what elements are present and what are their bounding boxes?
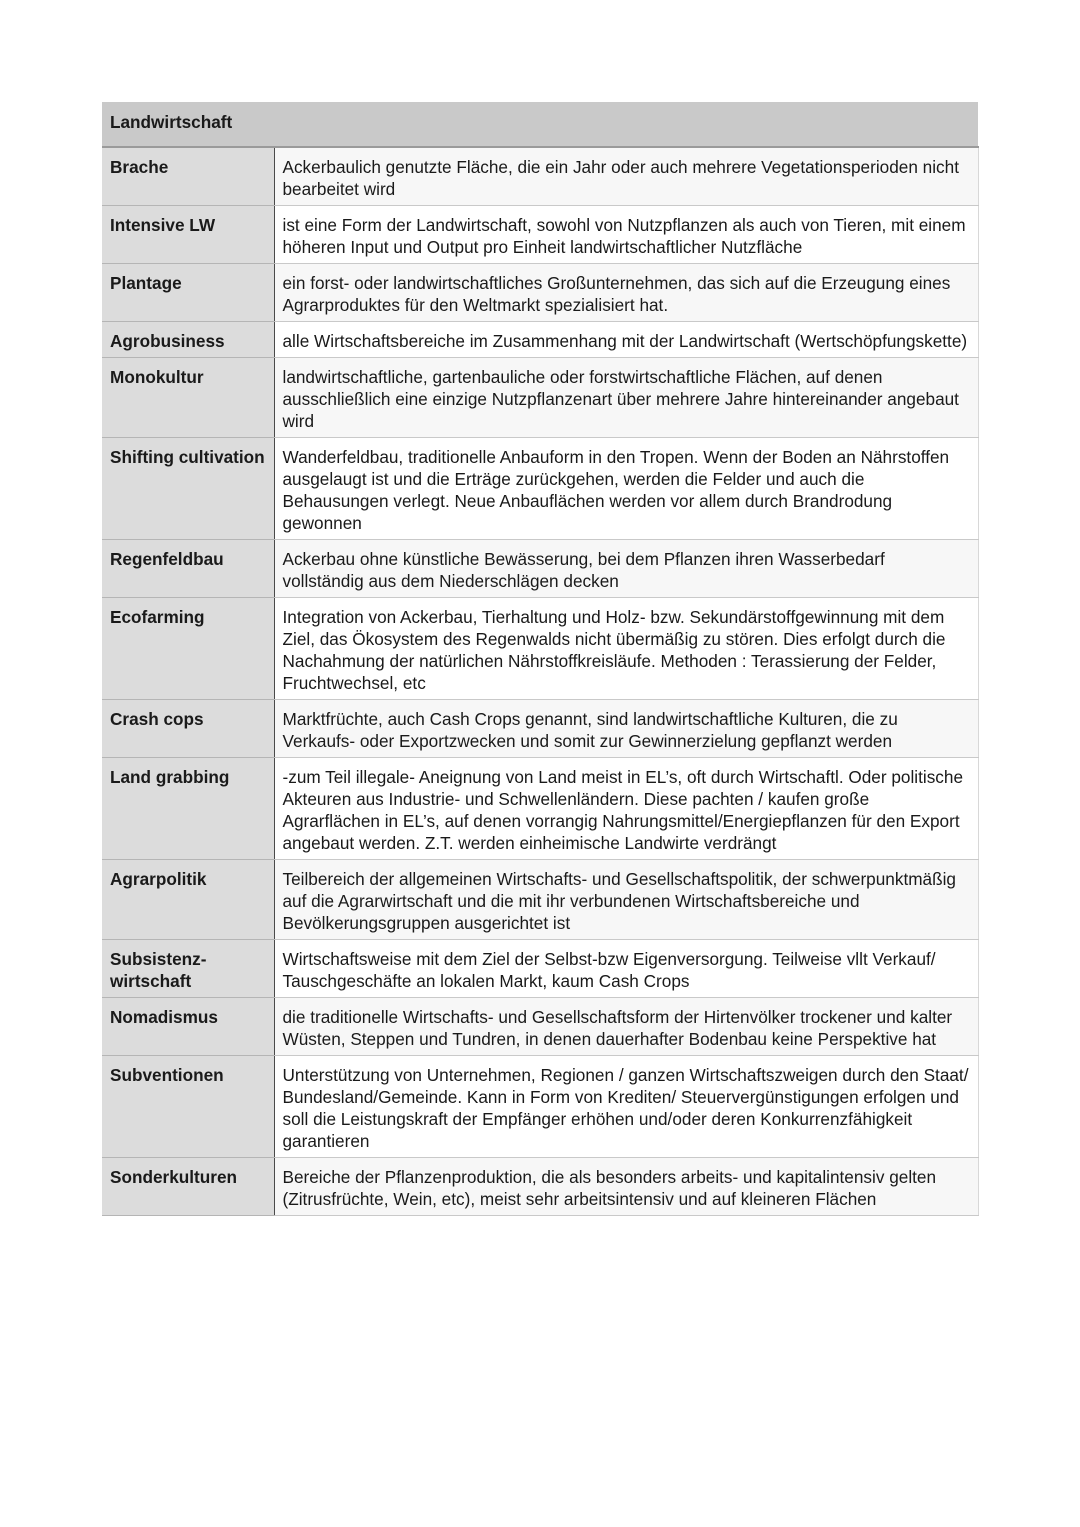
- table-row: [102, 940, 978, 998]
- table-row: [102, 264, 978, 322]
- table-row: [102, 860, 978, 940]
- term-cell: Agrobusiness: [102, 322, 274, 358]
- definition-cell: Integration von Ackerbau, Tierhaltung und Holz- bzw. Sekundärstoffgewinnung mit dem Ziel, das Ökosystem des Regenwalds nicht übermäßig zu stören. Dies erfolgt durch die Nachahmung der natürlichen Nährstoffkreisläufe. Methoden : Terassierung der Felder, Fruchtwechsel, etc: [274, 598, 978, 700]
- table-row: [102, 438, 978, 540]
- table-row: [102, 1158, 978, 1216]
- table-header-row: [102, 102, 978, 147]
- term-cell: Intensive LW: [102, 206, 274, 264]
- table-row: [102, 758, 978, 860]
- term-cell: Crash cops: [102, 700, 274, 758]
- glossary-table: [102, 102, 979, 1216]
- definition-cell: alle Wirtschaftsbereiche im Zusammenhang mit der Landwirtschaft (Wertschöpfungskette): [274, 322, 978, 358]
- term-cell: Subventionen: [102, 1056, 274, 1158]
- table-row: [102, 998, 978, 1056]
- definition-cell: Bereiche der Pflanzenproduktion, die als besonders arbeits- und kapitalintensiv gelten (Zitrusfrüchte, Wein, etc), meist sehr arbeitsintensiv und auf kleineren Flächen: [274, 1158, 978, 1216]
- definition-cell: -zum Teil illegale- Aneignung von Land meist in EL’s, oft durch Wirtschaftl. Oder politische Akteuren aus Industrie- und Schwellenländern. Diese pachten / kaufen große Agrarflächen in EL’s, auf denen vorrangig Nahrungsmittel/Energiepflanzen für den Export angebaut werden. Z.T. werden einheimische Landwirte verdrängt: [274, 758, 978, 860]
- table-row: [102, 322, 978, 358]
- table-header-empty-cell: [274, 102, 978, 147]
- table-row: [102, 598, 978, 700]
- table-row: [102, 206, 978, 264]
- term-cell: Plantage: [102, 264, 274, 322]
- term-cell: Land grabbing: [102, 758, 274, 860]
- definition-cell: landwirtschaftliche, gartenbauliche oder forstwirtschaftliche Flächen, auf denen ausschließlich eine einzige Nutzpflanzenart über mehrere Jahre hintereinander angebaut wird: [274, 358, 978, 438]
- term-cell: Ecofarming: [102, 598, 274, 700]
- definition-cell: Ackerbaulich genutzte Fläche, die ein Jahr oder auch mehrere Vegetationsperioden nicht bearbeitet wird: [274, 147, 978, 206]
- definition-cell: ist eine Form der Landwirtschaft, sowohl von Nutzpflanzen als auch von Tieren, mit einem höheren Input und Output pro Einheit landwirtschaftlicher Nutzfläche: [274, 206, 978, 264]
- definition-cell: Wirtschaftsweise mit dem Ziel der Selbst-bzw Eigenversorgung. Teilweise vllt Verkauf/ Tauschgeschäfte an lokalen Markt, kaum Cash Crops: [274, 940, 978, 998]
- term-cell: Nomadismus: [102, 998, 274, 1056]
- term-cell: Regenfeldbau: [102, 540, 274, 598]
- definition-cell: die traditionelle Wirtschafts- und Gesellschaftsform der Hirtenvölker trockener und kalter Wüsten, Steppen und Tundren, in denen dauerhafter Bodenbau keine Perspektive hat: [274, 998, 978, 1056]
- table-row: [102, 1056, 978, 1158]
- definition-cell: ein forst- oder landwirtschaftliches Großunternehmen, das sich auf die Erzeugung eines Agrarproduktes für den Weltmarkt spezialisiert hat.: [274, 264, 978, 322]
- definition-cell: Ackerbau ohne künstliche Bewässerung, bei dem Pflanzen ihren Wasserbedarf vollständig aus dem Niederschlägen decken: [274, 540, 978, 598]
- definition-cell: Wanderfeldbau, traditionelle Anbauform in den Tropen. Wenn der Boden an Nährstoffen ausgelaugt ist und die Erträge zurückgehen, werden die Felder und auch die Behausungen verlegt. Neue Anbauflächen werden vor allem durch Brandrodung gewonnen: [274, 438, 978, 540]
- term-cell: Shifting cultivation: [102, 438, 274, 540]
- table-row: [102, 358, 978, 438]
- table-row: [102, 147, 978, 206]
- term-cell: Brache: [102, 147, 274, 206]
- definition-cell: Unterstützung von Unternehmen, Regionen / ganzen Wirtschaftszweigen durch den Staat/ Bundesland/Gemeinde. Kann in Form von Krediten/ Steuervergünstigungen erfolgen und soll die Leistungskraft der Empfänger erhöhen und/oder deren Konkurrenzfähigkeit garantieren: [274, 1056, 978, 1158]
- glossary-body: [102, 147, 978, 1216]
- definition-cell: Teilbereich der allgemeinen Wirtschafts- und Gesellschaftspolitik, der schwerpunktmäßig auf die Agrarwirtschaft und die mit ihr verbundenen Wirtschaftsbereiche und Bevölkerungsgruppen ausgerichtet ist: [274, 860, 978, 940]
- table-title: Landwirtschaft: [102, 102, 274, 147]
- definition-cell: Marktfrüchte, auch Cash Crops genannt, sind landwirtschaftliche Kulturen, die zu Verkaufs- oder Exportzwecken und somit zur Gewinnerzielung gepflanzt werden: [274, 700, 978, 758]
- term-cell: Sonderkulturen: [102, 1158, 274, 1216]
- term-cell: Agrarpolitik: [102, 860, 274, 940]
- term-cell: Monokultur: [102, 358, 274, 438]
- term-cell: Subsistenz-wirtschaft: [102, 940, 274, 998]
- table-row: [102, 540, 978, 598]
- table-row: [102, 700, 978, 758]
